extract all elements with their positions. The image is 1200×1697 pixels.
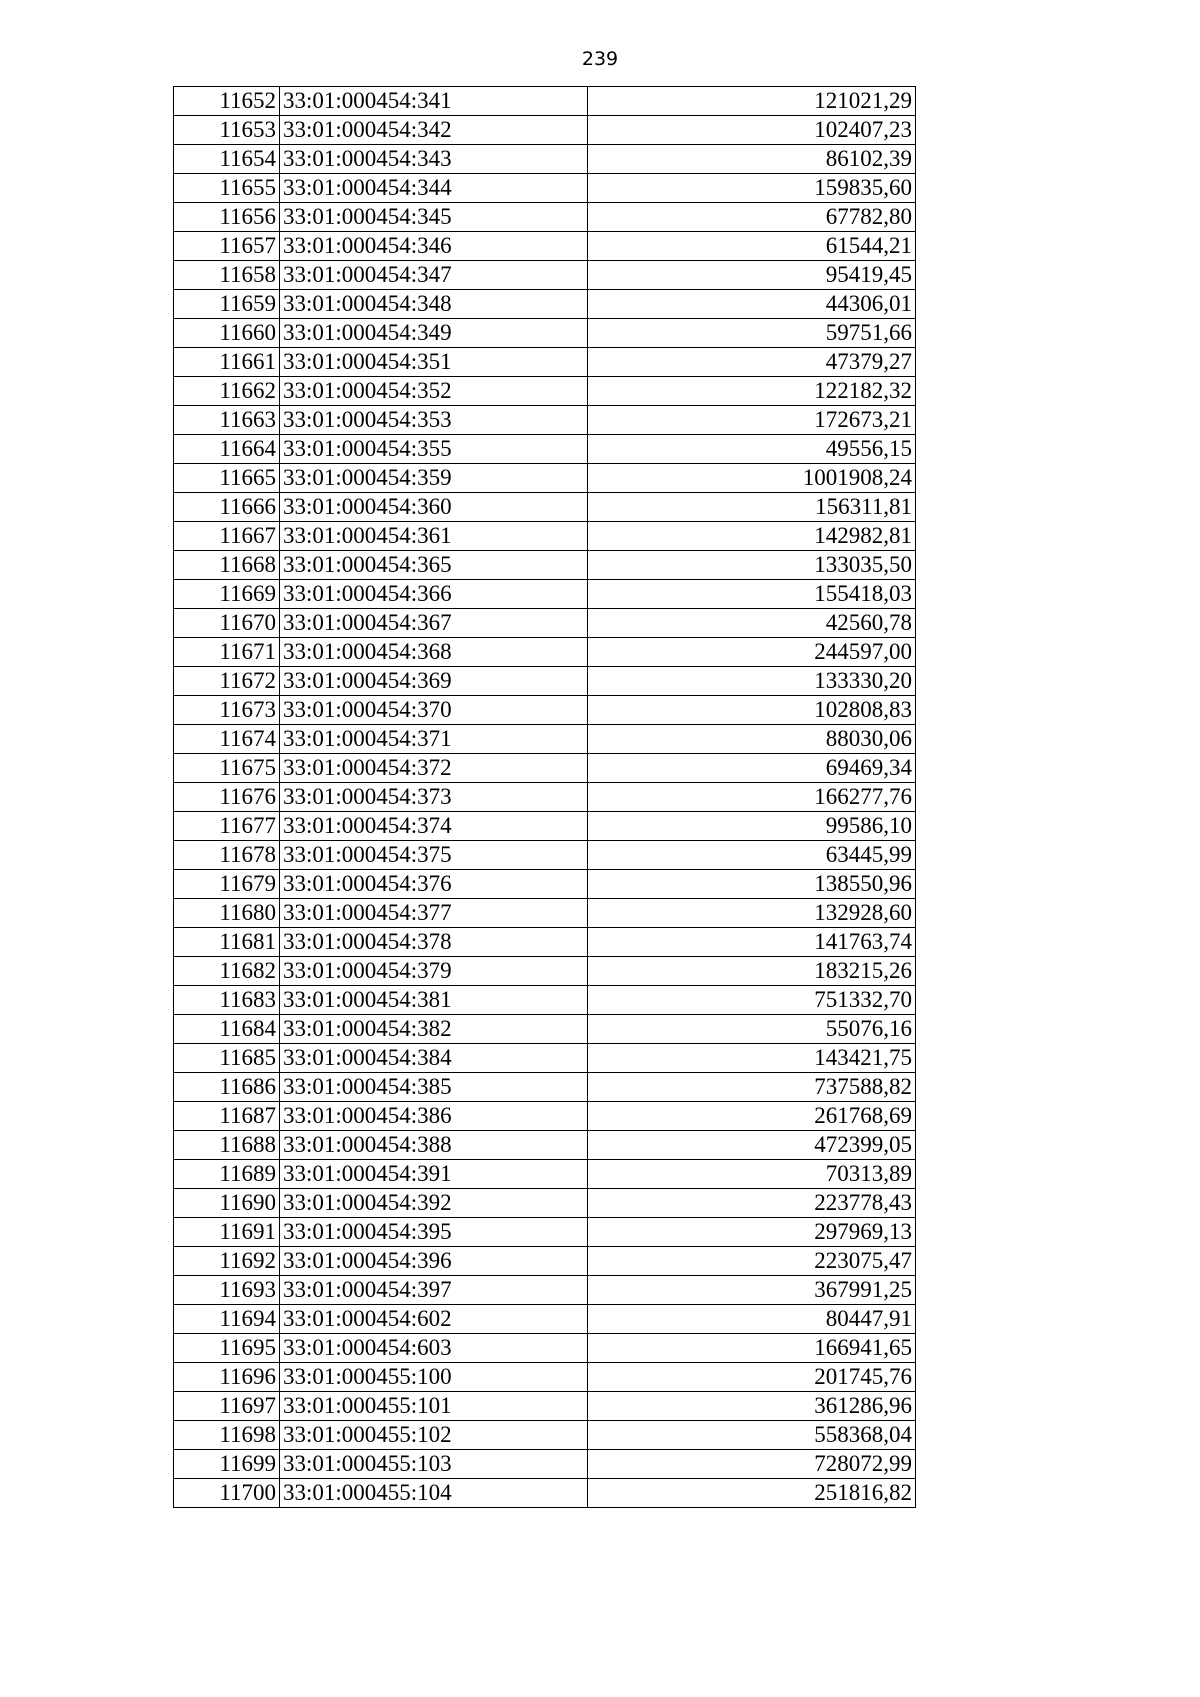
row-number-cell: 11700: [174, 1479, 280, 1508]
table-row: [174, 580, 916, 609]
row-number-cell: 11696: [174, 1363, 280, 1392]
row-number-cell: 11684: [174, 1015, 280, 1044]
table-row: [174, 957, 916, 986]
cadastral-value-cell: 88030,06: [588, 725, 916, 754]
cadastral-number-cell: 33:01:000455:104: [280, 1479, 588, 1508]
row-number-cell: 11661: [174, 348, 280, 377]
cadastral-number-cell: 33:01:000454:385: [280, 1073, 588, 1102]
cadastral-number-cell: 33:01:000454:384: [280, 1044, 588, 1073]
cadastral-value-cell: 95419,45: [588, 261, 916, 290]
cadastral-value-cell: 183215,26: [588, 957, 916, 986]
cadastral-value-cell: 737588,82: [588, 1073, 916, 1102]
row-number-cell: 11690: [174, 1189, 280, 1218]
row-number-cell: 11666: [174, 493, 280, 522]
table-row: [174, 1305, 916, 1334]
table-row: [174, 290, 916, 319]
cadastral-value-cell: 67782,80: [588, 203, 916, 232]
cadastral-value-cell: 155418,03: [588, 580, 916, 609]
row-number-cell: 11681: [174, 928, 280, 957]
cadastral-number-cell: 33:01:000454:370: [280, 696, 588, 725]
row-number-cell: 11692: [174, 1247, 280, 1276]
cadastral-number-cell: 33:01:000454:372: [280, 754, 588, 783]
cadastral-number-cell: 33:01:000454:603: [280, 1334, 588, 1363]
table-row: [174, 928, 916, 957]
table-row: [174, 986, 916, 1015]
cadastral-value-cell: 47379,27: [588, 348, 916, 377]
table-row: [174, 754, 916, 783]
cadastral-number-cell: 33:01:000454:371: [280, 725, 588, 754]
cadastral-value-cell: 159835,60: [588, 174, 916, 203]
page-number: 239: [581, 48, 619, 70]
cadastral-value-cell: 63445,99: [588, 841, 916, 870]
row-number-cell: 11682: [174, 957, 280, 986]
row-number-cell: 11694: [174, 1305, 280, 1334]
cadastral-value-cell: 261768,69: [588, 1102, 916, 1131]
table-row: [174, 1131, 916, 1160]
cadastral-number-cell: 33:01:000454:345: [280, 203, 588, 232]
cadastral-number-cell: 33:01:000454:343: [280, 145, 588, 174]
row-number-cell: 11658: [174, 261, 280, 290]
table-row: [174, 725, 916, 754]
cadastral-number-cell: 33:01:000454:366: [280, 580, 588, 609]
cadastral-number-cell: 33:01:000454:392: [280, 1189, 588, 1218]
cadastral-value-cell: 367991,25: [588, 1276, 916, 1305]
cadastral-value-cell: 102808,83: [588, 696, 916, 725]
row-number-cell: 11683: [174, 986, 280, 1015]
row-number-cell: 11665: [174, 464, 280, 493]
table-row: [174, 1044, 916, 1073]
row-number-cell: 11657: [174, 232, 280, 261]
cadastral-number-cell: 33:01:000454:388: [280, 1131, 588, 1160]
table-row: [174, 1392, 916, 1421]
table-row: [174, 1450, 916, 1479]
row-number-cell: 11687: [174, 1102, 280, 1131]
table-row: [174, 348, 916, 377]
table-row: [174, 696, 916, 725]
row-number-cell: 11693: [174, 1276, 280, 1305]
cadastral-value-cell: 70313,89: [588, 1160, 916, 1189]
cadastral-value-cell: 141763,74: [588, 928, 916, 957]
cadastral-value-cell: 122182,32: [588, 377, 916, 406]
cadastral-number-cell: 33:01:000454:396: [280, 1247, 588, 1276]
row-number-cell: 11656: [174, 203, 280, 232]
cadastral-value-cell: 558368,04: [588, 1421, 916, 1450]
cadastral-value-cell: 361286,96: [588, 1392, 916, 1421]
table-row: [174, 1334, 916, 1363]
row-number-cell: 11689: [174, 1160, 280, 1189]
table-row: [174, 87, 916, 116]
cadastral-number-cell: 33:01:000454:346: [280, 232, 588, 261]
cadastral-value-cell: 102407,23: [588, 116, 916, 145]
row-number-cell: 11676: [174, 783, 280, 812]
cadastral-value-cell: 251816,82: [588, 1479, 916, 1508]
row-number-cell: 11698: [174, 1421, 280, 1450]
cadastral-value-cell: 69469,34: [588, 754, 916, 783]
table-row: [174, 377, 916, 406]
table-row: [174, 551, 916, 580]
table-row: [174, 522, 916, 551]
cadastral-value-cell: 728072,99: [588, 1450, 916, 1479]
table-row: [174, 261, 916, 290]
table-row: [174, 435, 916, 464]
table-row: [174, 493, 916, 522]
row-number-cell: 11672: [174, 667, 280, 696]
cadastral-value-cell: 132928,60: [588, 899, 916, 928]
cadastral-value-cell: 472399,05: [588, 1131, 916, 1160]
row-number-cell: 11675: [174, 754, 280, 783]
table-row: [174, 232, 916, 261]
table-row: [174, 1102, 916, 1131]
row-number-cell: 11679: [174, 870, 280, 899]
cadastral-number-cell: 33:01:000454:353: [280, 406, 588, 435]
cadastral-value-cell: 49556,15: [588, 435, 916, 464]
row-number-cell: 11691: [174, 1218, 280, 1247]
cadastral-value-cell: 55076,16: [588, 1015, 916, 1044]
cadastral-number-cell: 33:01:000454:342: [280, 116, 588, 145]
row-number-cell: 11663: [174, 406, 280, 435]
row-number-cell: 11686: [174, 1073, 280, 1102]
cadastral-number-cell: 33:01:000454:351: [280, 348, 588, 377]
table-row: [174, 1160, 916, 1189]
cadastral-number-cell: 33:01:000455:101: [280, 1392, 588, 1421]
cadastral-number-cell: 33:01:000454:355: [280, 435, 588, 464]
cadastral-number-cell: 33:01:000454:397: [280, 1276, 588, 1305]
cadastral-number-cell: 33:01:000454:381: [280, 986, 588, 1015]
table-row: [174, 609, 916, 638]
table-row: [174, 870, 916, 899]
table-row: [174, 1189, 916, 1218]
cadastral-value-cell: 1001908,24: [588, 464, 916, 493]
cadastral-value-cell: 156311,81: [588, 493, 916, 522]
cadastral-number-cell: 33:01:000455:100: [280, 1363, 588, 1392]
table-row: [174, 1247, 916, 1276]
cadastral-number-cell: 33:01:000454:361: [280, 522, 588, 551]
cadastral-number-cell: 33:01:000454:376: [280, 870, 588, 899]
table-row: [174, 1479, 916, 1508]
cadastral-value-cell: 61544,21: [588, 232, 916, 261]
cadastral-value-cell: 86102,39: [588, 145, 916, 174]
row-number-cell: 11668: [174, 551, 280, 580]
table-row: [174, 899, 916, 928]
cadastral-number-cell: 33:01:000454:352: [280, 377, 588, 406]
cadastral-value-cell: 172673,21: [588, 406, 916, 435]
cadastral-value-cell: 223778,43: [588, 1189, 916, 1218]
table-row: [174, 145, 916, 174]
cadastral-number-cell: 33:01:000454:348: [280, 290, 588, 319]
cadastral-value-cell: 138550,96: [588, 870, 916, 899]
cadastral-value-cell: 133330,20: [588, 667, 916, 696]
row-number-cell: 11653: [174, 116, 280, 145]
cadastral-number-cell: 33:01:000454:382: [280, 1015, 588, 1044]
row-number-cell: 11680: [174, 899, 280, 928]
cadastral-number-cell: 33:01:000454:378: [280, 928, 588, 957]
row-number-cell: 11697: [174, 1392, 280, 1421]
cadastral-number-cell: 33:01:000454:391: [280, 1160, 588, 1189]
cadastral-number-cell: 33:01:000455:103: [280, 1450, 588, 1479]
cadastral-value-cell: 133035,50: [588, 551, 916, 580]
cadastral-number-cell: 33:01:000454:347: [280, 261, 588, 290]
cadastral-value-cell: 121021,29: [588, 87, 916, 116]
row-number-cell: 11655: [174, 174, 280, 203]
cadastral-number-cell: 33:01:000454:373: [280, 783, 588, 812]
cadastral-number-cell: 33:01:000454:386: [280, 1102, 588, 1131]
row-number-cell: 11660: [174, 319, 280, 348]
cadastral-number-cell: 33:01:000454:369: [280, 667, 588, 696]
row-number-cell: 11652: [174, 87, 280, 116]
table-row: [174, 667, 916, 696]
row-number-cell: 11659: [174, 290, 280, 319]
table-row: [174, 116, 916, 145]
cadastral-value-cell: 80447,91: [588, 1305, 916, 1334]
cadastral-value-cell: 59751,66: [588, 319, 916, 348]
cadastral-value-table: [173, 86, 916, 1508]
row-number-cell: 11699: [174, 1450, 280, 1479]
cadastral-value-cell: 201745,76: [588, 1363, 916, 1392]
cadastral-value-cell: 244597,00: [588, 638, 916, 667]
row-number-cell: 11673: [174, 696, 280, 725]
cadastral-number-cell: 33:01:000454:375: [280, 841, 588, 870]
cadastral-number-cell: 33:01:000454:341: [280, 87, 588, 116]
cadastral-value-cell: 166277,76: [588, 783, 916, 812]
row-number-cell: 11667: [174, 522, 280, 551]
row-number-cell: 11674: [174, 725, 280, 754]
table-row: [174, 319, 916, 348]
table-row: [174, 812, 916, 841]
table-row: [174, 1015, 916, 1044]
cadastral-value-cell: 297969,13: [588, 1218, 916, 1247]
cadastral-number-cell: 33:01:000454:360: [280, 493, 588, 522]
cadastral-value-cell: 143421,75: [588, 1044, 916, 1073]
cadastral-number-cell: 33:01:000454:379: [280, 957, 588, 986]
cadastral-number-cell: 33:01:000454:349: [280, 319, 588, 348]
table-row: [174, 841, 916, 870]
cadastral-value-cell: 42560,78: [588, 609, 916, 638]
cadastral-value-cell: 751332,70: [588, 986, 916, 1015]
row-number-cell: 11662: [174, 377, 280, 406]
table-row: [174, 464, 916, 493]
table-row: [174, 1421, 916, 1450]
table-row: [174, 783, 916, 812]
cadastral-number-cell: 33:01:000454:359: [280, 464, 588, 493]
row-number-cell: 11669: [174, 580, 280, 609]
cadastral-number-cell: 33:01:000454:368: [280, 638, 588, 667]
row-number-cell: 11678: [174, 841, 280, 870]
table-row: [174, 203, 916, 232]
row-number-cell: 11685: [174, 1044, 280, 1073]
cadastral-number-cell: 33:01:000455:102: [280, 1421, 588, 1450]
cadastral-number-cell: 33:01:000454:602: [280, 1305, 588, 1334]
row-number-cell: 11688: [174, 1131, 280, 1160]
row-number-cell: 11664: [174, 435, 280, 464]
cadastral-value-cell: 142982,81: [588, 522, 916, 551]
cadastral-number-cell: 33:01:000454:365: [280, 551, 588, 580]
cadastral-number-cell: 33:01:000454:374: [280, 812, 588, 841]
cadastral-value-cell: 99586,10: [588, 812, 916, 841]
table-row: [174, 174, 916, 203]
row-number-cell: 11654: [174, 145, 280, 174]
cadastral-value-cell: 44306,01: [588, 290, 916, 319]
row-number-cell: 11677: [174, 812, 280, 841]
table-body: [174, 87, 916, 1508]
cadastral-number-cell: 33:01:000454:344: [280, 174, 588, 203]
row-number-cell: 11695: [174, 1334, 280, 1363]
cadastral-number-cell: 33:01:000454:395: [280, 1218, 588, 1247]
table-row: [174, 406, 916, 435]
row-number-cell: 11671: [174, 638, 280, 667]
table-row: [174, 1276, 916, 1305]
table-row: [174, 638, 916, 667]
table-row: [174, 1218, 916, 1247]
table-row: [174, 1073, 916, 1102]
table-row: [174, 1363, 916, 1392]
cadastral-number-cell: 33:01:000454:377: [280, 899, 588, 928]
cadastral-value-cell: 166941,65: [588, 1334, 916, 1363]
cadastral-number-cell: 33:01:000454:367: [280, 609, 588, 638]
row-number-cell: 11670: [174, 609, 280, 638]
cadastral-value-cell: 223075,47: [588, 1247, 916, 1276]
